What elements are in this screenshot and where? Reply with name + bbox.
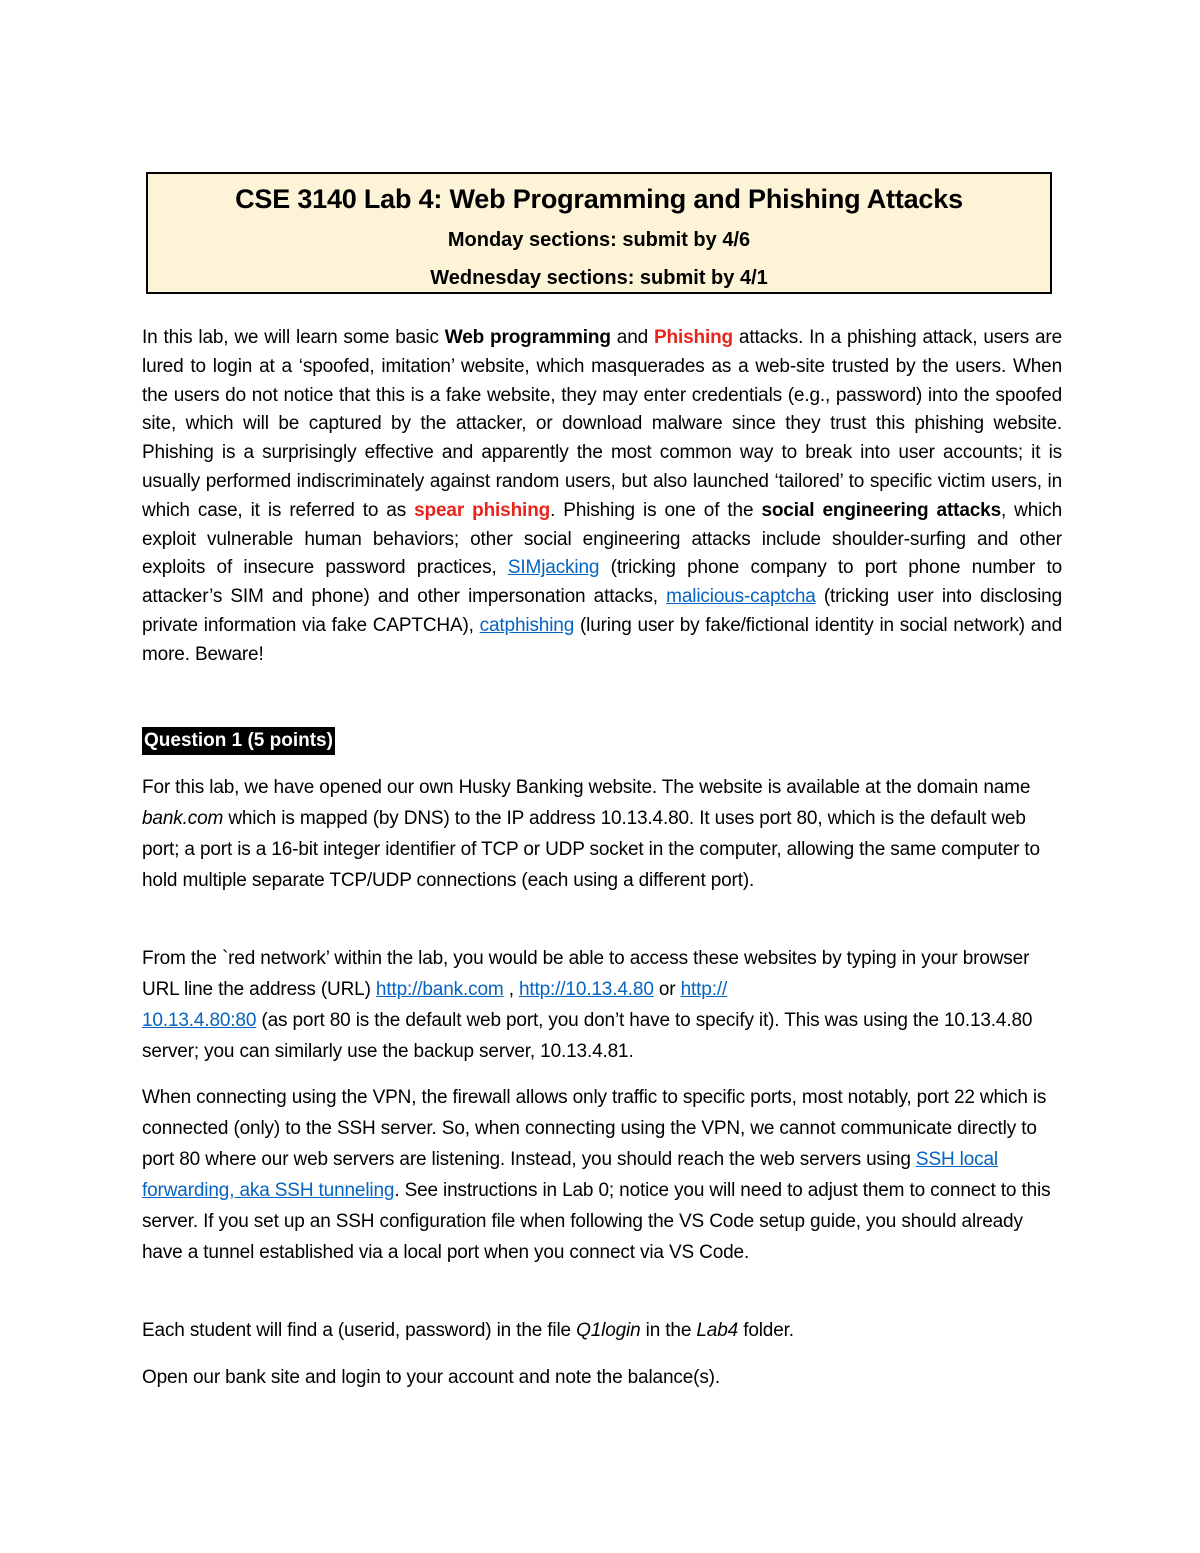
ip-port-url-link[interactable]: 10.13.4.80:80 xyxy=(142,1010,257,1031)
q1-text: . See instructions in Lab 0; notice you will need to adjust them to connect to this server. If you set up an SSH configuration file when following the VS Code setup guide, you should already have a tunnel established via a local port when you connect via VS Code. xyxy=(142,1180,1051,1263)
q1-text: Each student will find a (userid, password) in the file xyxy=(142,1320,577,1341)
catphishing-link[interactable]: catphishing xyxy=(479,614,575,636)
spear-phishing-term: spear phishing xyxy=(414,499,551,521)
q1-paragraph-website xyxy=(142,772,1062,896)
malicious-captcha-link[interactable]: malicious-captcha xyxy=(666,586,816,608)
q1-text: , xyxy=(503,979,519,1000)
q1-paragraph-vpn xyxy=(142,1082,1062,1268)
monday-deadline: Monday sections: submit by 4/6 xyxy=(447,229,751,251)
domain-name: bank.com xyxy=(142,808,224,829)
phishing-term: Phishing xyxy=(653,327,733,348)
intro-text: (tricking phone company to port phone number to attacker’s SIM and phone) and other impersonation attacks, xyxy=(142,557,1062,608)
simjacking-link[interactable]: SIMjacking xyxy=(507,557,600,579)
ssh-tunneling-link[interactable]: SSH local forwarding, aka SSH tunneling xyxy=(142,1149,998,1201)
ip-port-url-link[interactable]: http:// xyxy=(680,979,728,1000)
bank-url-link[interactable]: http://bank.com xyxy=(375,979,504,1000)
q1-text: For this lab, we have opened our own Husky Banking website. The website is available at the domain name xyxy=(142,777,1031,798)
document-title: CSE 3140 Lab 4: Web Programming and Phishing Attacks xyxy=(235,184,963,214)
wednesday-deadline: Wednesday sections: submit by 4/1 xyxy=(430,267,768,289)
intro-text: attacks. In a phishing attack, users are lured to login at a ‘spoofed, imitation’ website, which masquerades as a web-site trusted by the users. When the users do not notice that this is a fake website, they may enter credentials (e.g., password) into the spoofed site, which will be captured by the attacker, or download malware since they trust this phishing website. Phishing is a surprisingly effective and apparently the most common way to break into user accounts; it is usually performed indiscriminately against random users, but also launched ‘tailored’ to specific victim users, in which case, it is referred to as xyxy=(142,327,1062,521)
q1-paragraph-access xyxy=(142,943,1062,1067)
social-engineering-term: social engineering attacks xyxy=(761,499,1001,521)
q1-text: Open our bank site and login to your account and note the balance(s). xyxy=(142,1367,720,1388)
q1-text: or xyxy=(653,979,681,1000)
title-box xyxy=(146,172,1052,294)
intro-text: In this lab, we will learn some basic xyxy=(142,327,445,348)
q1-paragraph-login-file xyxy=(142,1315,1062,1346)
intro-text: and xyxy=(610,327,654,348)
intro-text: . Phishing is one of the xyxy=(550,499,762,521)
q1-text: folder. xyxy=(738,1320,794,1341)
intro-text: , which exploit vulnerable human behaviors; other social engineering attacks include shoulder-surfing and other exploits of insecure password practices, xyxy=(142,499,1062,579)
q1-text: in the xyxy=(640,1320,697,1341)
intro-text: (luring user by fake/fictional identity in social network) and more. Beware! xyxy=(142,614,1063,665)
q1-paragraph-balance xyxy=(142,1362,1062,1393)
q1-text: which is mapped (by DNS) to the IP address 10.13.4.80. It uses port 80, which is the default web port; a port is a 16-bit integer identifier of TCP or UDP socket in the computer, allowing the same computer to hold multiple separate TCP/UDP connections (each using a different port). xyxy=(142,808,1040,891)
ip-url-link[interactable]: http://10.13.4.80 xyxy=(518,979,654,1000)
intro-text: (tricking user into disclosing private information via fake CAPTCHA), xyxy=(142,586,1062,636)
web-programming-term: Web programming xyxy=(444,327,611,348)
lab4-foldername: Lab4 xyxy=(696,1320,739,1341)
question-1-heading: Question 1 (5 points) xyxy=(142,727,335,755)
intro-paragraph xyxy=(142,324,1062,670)
q1login-filename: Q1login xyxy=(576,1320,641,1341)
q1-text: (as port 80 is the default web port, you don’t have to specify it). This was using the 10.13.4.80 server; you can similarly use the backup server, 10.13.4.81. xyxy=(142,1010,1033,1062)
q1-text: When connecting using the VPN, the firewall allows only traffic to specific ports, most notably, port 22 which is connected (only) to the SSH server. So, when connecting using the VPN, we cannot communicate directly to port 80 where our web servers are listening. Instead, you should reach the web servers using xyxy=(142,1087,1047,1170)
q1-text: From the `red network’ within the lab, you would be able to access these websites by typing in your browser URL line the address (URL) xyxy=(142,948,1030,1000)
